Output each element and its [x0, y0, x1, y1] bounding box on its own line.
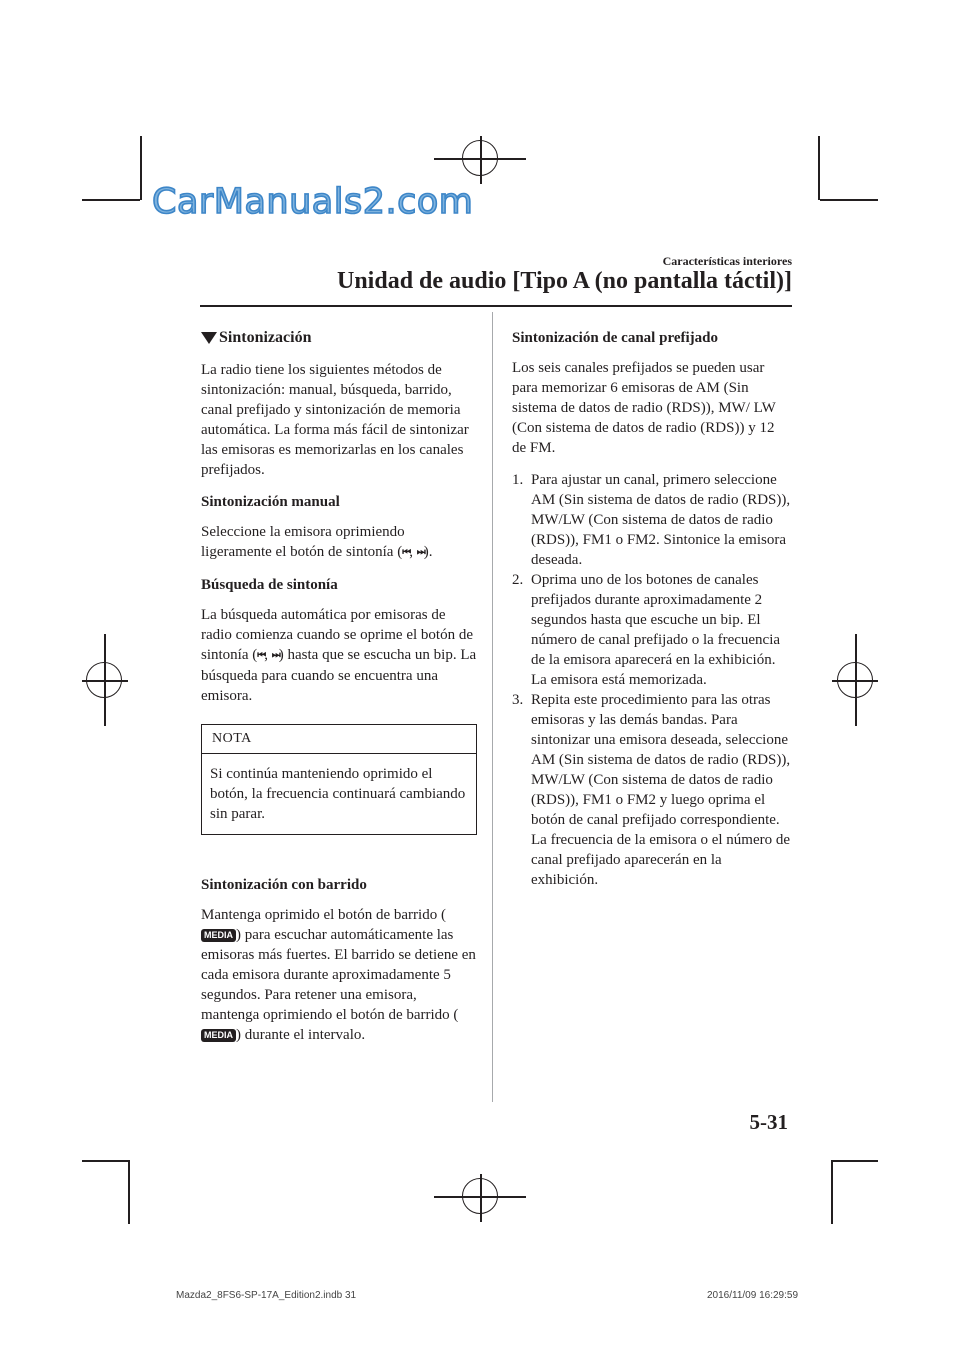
seek-down-icon: ⏮: [257, 650, 265, 661]
scan-tuning-paragraph: [201, 905, 477, 1045]
seek-up-icon: ⏭: [271, 650, 279, 661]
manual-text: Seleccione la emisora oprimiendo ligeramente el botón de sintonía (: [201, 524, 405, 560]
manual-tuning-paragraph: [201, 522, 477, 563]
scan-text: ) para escuchar automáticamente las emisoras más fuertes. El barrido se detiene en cada emisora durante aproximadamente 5 segundos. Para retener una emisora, mantenga oprimiendo el botón de barrido (: [201, 927, 476, 1023]
preset-intro-paragraph: Los seis canales prefijados se pueden usar para memorizar 6 emisoras de AM (Sin sistema de datos de radio (RDS)), MW/ LW (Con sistema de datos de radio (RDS)) y 12 de FM.: [512, 360, 776, 456]
seek-tuning-heading: Búsqueda de sintonía: [201, 577, 338, 593]
note-label: NOTA: [202, 725, 476, 754]
seek-down-icon: ⏮: [402, 547, 410, 558]
column-divider: [492, 312, 493, 1102]
separator: ,: [409, 544, 417, 560]
step-text: Para ajustar un canal, primero seleccione AM (Sin sistema de datos de radio (RDS)), MW/LW (Con sistema de datos de radio (RDS)), FM1 o FM2. Sintonice la emisora deseada.: [531, 472, 791, 568]
section-heading-text: Sintonización: [219, 329, 312, 346]
crop-mark: [820, 199, 878, 201]
seek-tuning-paragraph: [201, 605, 477, 706]
left-column: [201, 328, 477, 1057]
crop-mark: [128, 1160, 130, 1224]
page-number: 5-31: [749, 1110, 788, 1134]
list-item: [512, 470, 792, 570]
preset-steps-list: [512, 470, 792, 890]
crop-mark: [832, 1160, 878, 1162]
list-item: [512, 690, 792, 890]
title-rule: [200, 305, 792, 307]
seek-text-end: ) hasta que se escucha un bip. La búsqueda para cuando se encuentra una emisora.: [201, 647, 477, 704]
crop-mark: [818, 136, 820, 200]
watermark-logo: CarManuals2.com: [152, 182, 474, 222]
scan-tuning-heading: Sintonización con barrido: [201, 877, 367, 893]
scan-text: Mantenga oprimido el botón de barrido (: [201, 907, 446, 923]
crop-mark: [82, 1160, 128, 1162]
step-text: Oprima uno de los botones de canales prefijados durante aproximadamente 2 segundos hasta que escuche un bip. El número de canal prefijado o la frecuencia de la emisora aparecerá en la exhibición. La emisora está memorizada.: [531, 572, 781, 688]
seek-text: La búsqueda automática por emisoras de radio comienza cuando se oprime el botón de sintonía (: [201, 607, 473, 663]
registration-mark: [86, 662, 122, 698]
step-number: 3.: [512, 692, 524, 708]
separator: ,: [264, 647, 272, 663]
step-text: Repita este procedimiento para las otras emisoras y las demás bandas. Para sintonizar una emisora deseada, seleccione AM (Sin sistema de datos de radio (RDS)), MW/LW (Con sistema de datos de radio (RDS)), FM1 o FM2 y luego oprima el botón de canal prefijado correspondiente. La frecuencia de la emisora o el número de canal prefijado aparecerán en la exhibición.: [531, 692, 791, 888]
registration-mark: [462, 140, 498, 176]
triangle-down-icon: [201, 332, 217, 344]
step-number: 2.: [512, 572, 524, 588]
registration-mark: [462, 1178, 498, 1214]
section-label: Características interiores: [662, 254, 792, 268]
step-number: 1.: [512, 472, 524, 488]
manual-text-end: ).: [423, 544, 433, 560]
scan-text: ) durante el intervalo.: [236, 1027, 366, 1043]
crop-mark: [831, 1160, 833, 1224]
crop-mark: [140, 136, 142, 200]
right-column: [512, 328, 792, 890]
preset-tuning-heading: Sintonización de canal prefijado: [512, 330, 718, 346]
list-item: [512, 570, 792, 690]
section-heading: [201, 328, 477, 348]
media-button-icon: MEDIA: [201, 929, 236, 942]
registration-mark: [837, 662, 873, 698]
crop-mark: [82, 199, 140, 201]
intro-paragraph: La radio tiene los siguientes métodos de sintonización: manual, búsqueda, barrido, canal prefijado y sintonización de memoria automática. La forma más fácil de sintonizar las emisoras es memorizarlas en los canales prefijados.: [201, 362, 469, 478]
page-title: Unidad de audio [Tipo A (no pantalla táctil)]: [337, 268, 792, 294]
footer-file: Mazda2_8FS6-SP-17A_Edition2.indb 31: [176, 1290, 357, 1301]
note-text: Si continúa manteniendo oprimido el botón, la frecuencia continuará cambiando sin parar.: [210, 766, 466, 822]
footer-timestamp: 2016/11/09 16:29:59: [707, 1290, 799, 1301]
manual-tuning-heading: Sintonización manual: [201, 494, 340, 510]
media-button-icon: MEDIA: [201, 1029, 236, 1042]
note-box: [201, 724, 477, 835]
seek-up-icon: ⏭: [416, 547, 424, 558]
